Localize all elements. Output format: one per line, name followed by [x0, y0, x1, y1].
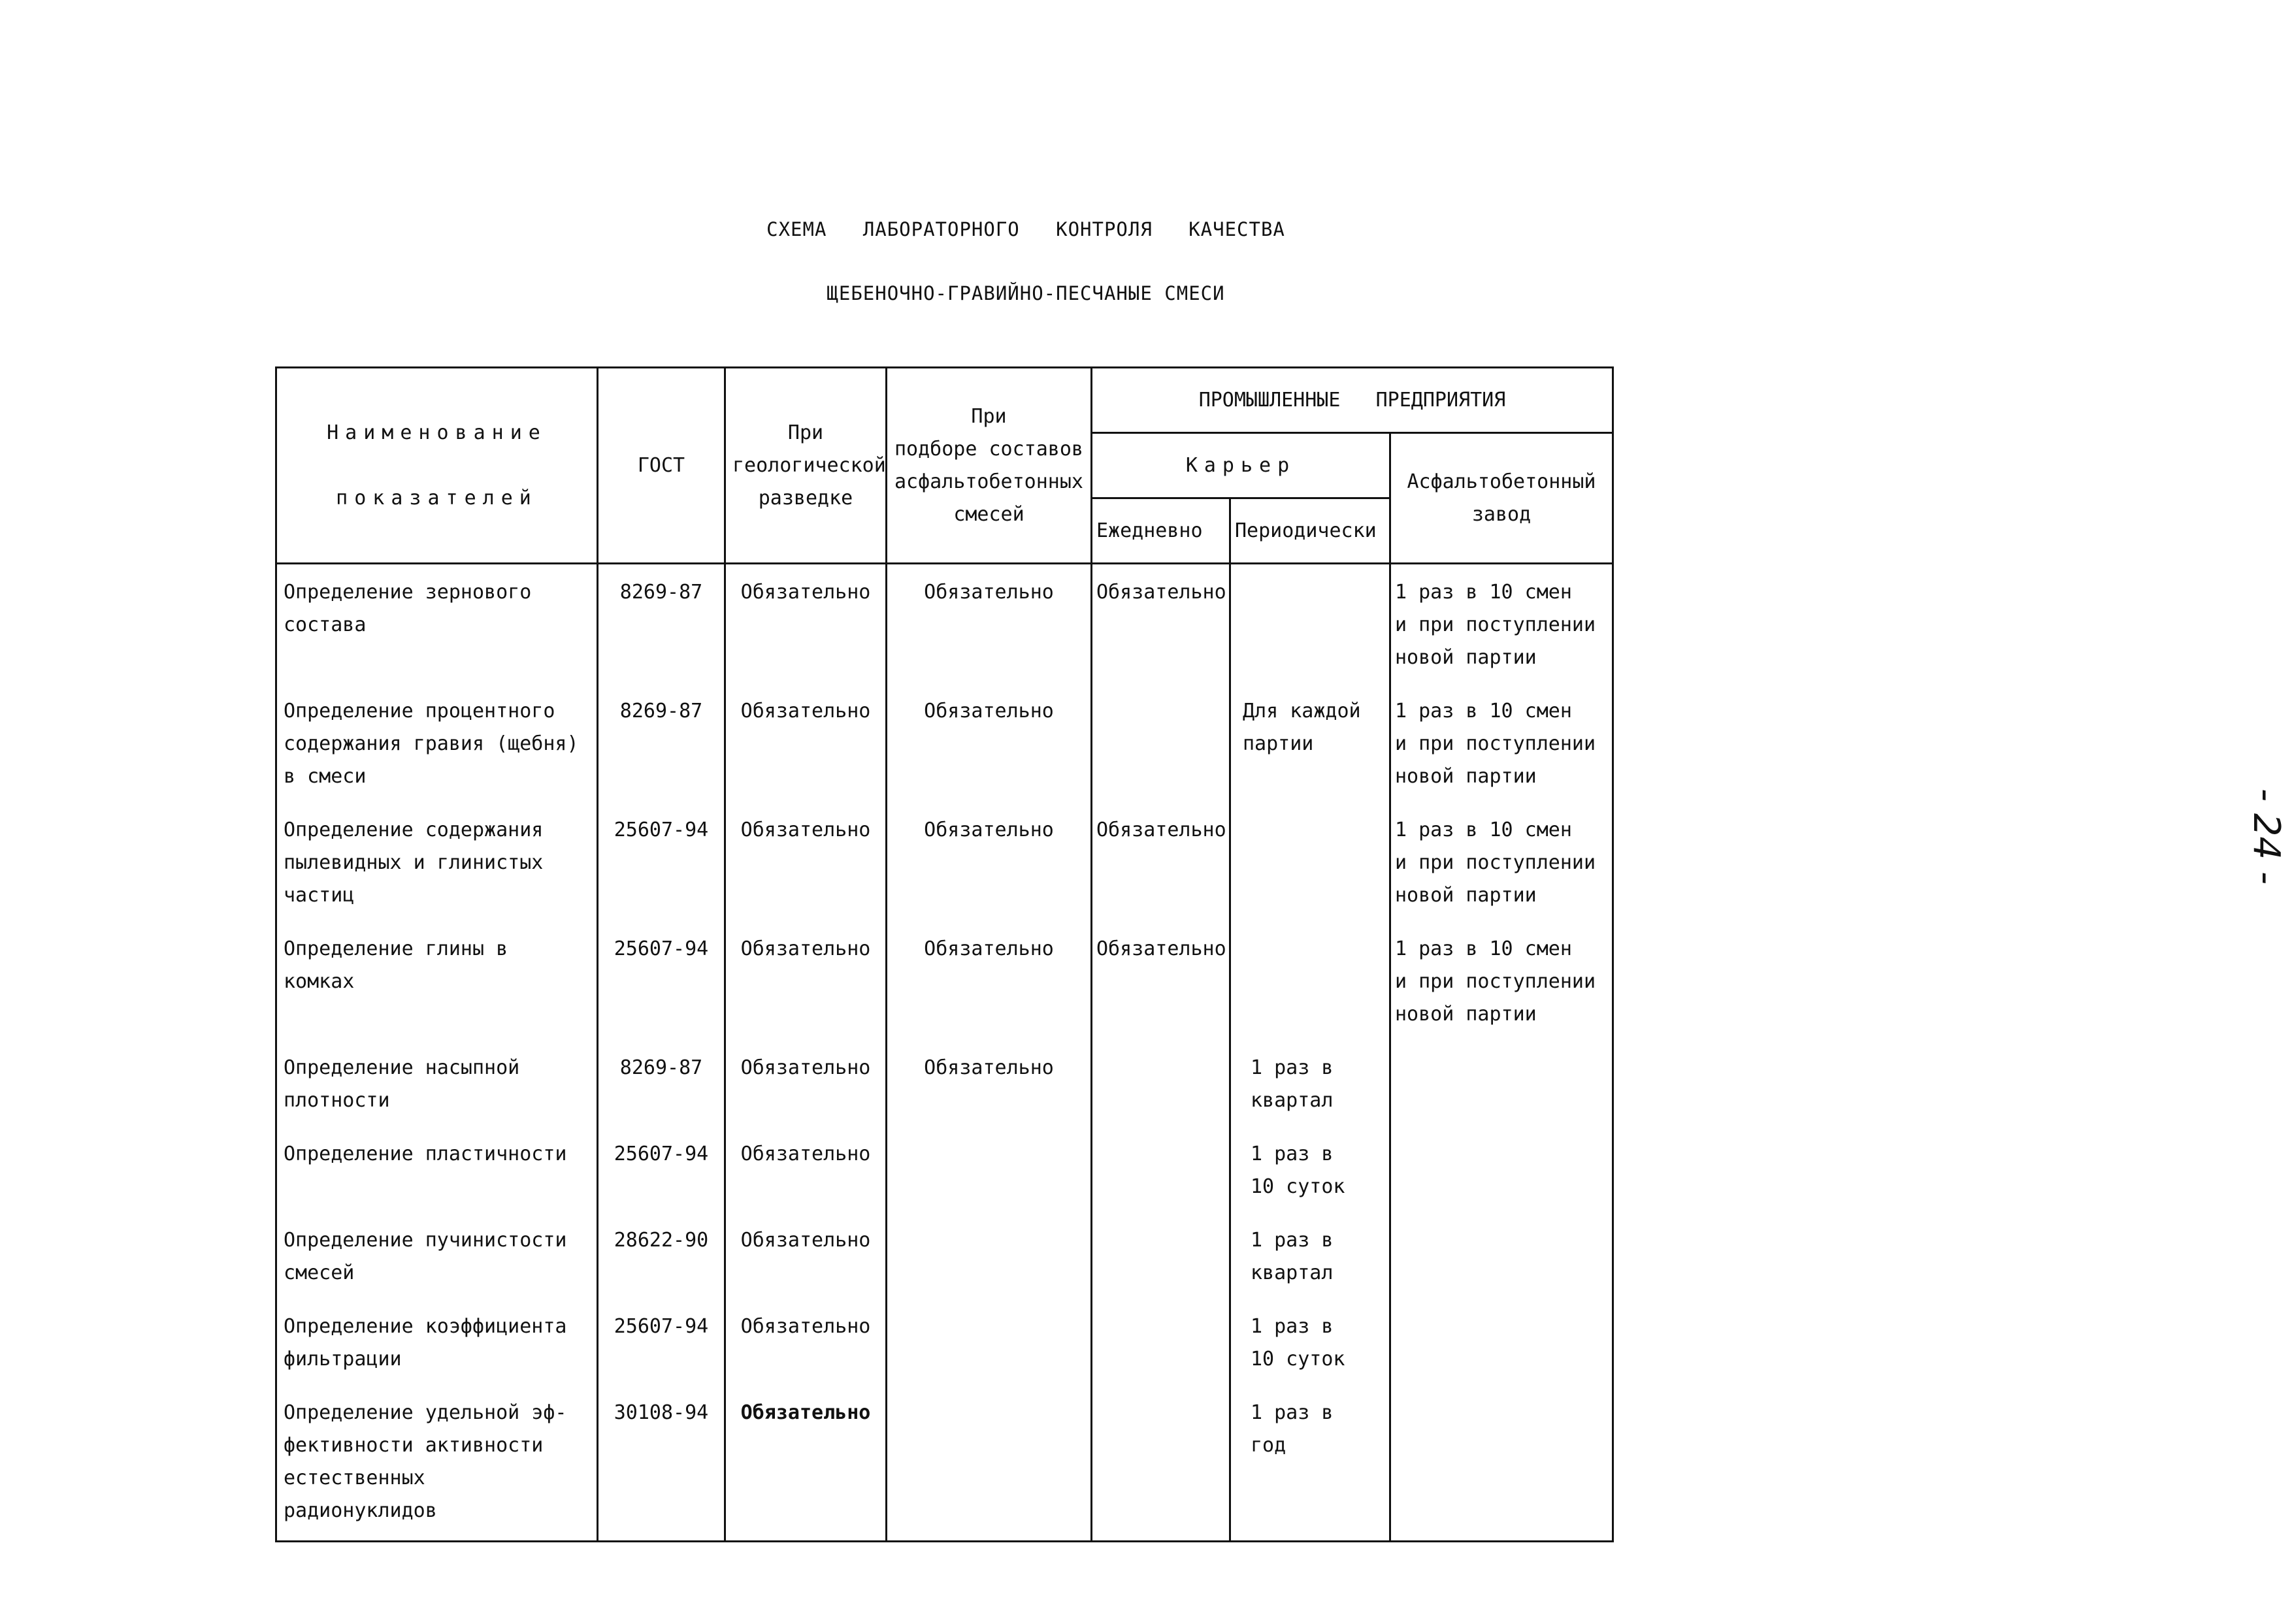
indicator-name: Определение пучинистости смесей: [276, 1214, 598, 1300]
indicator-name: Определение пластичности: [276, 1128, 598, 1214]
gost-value: 25607-94: [598, 1128, 725, 1214]
asphalt-plant-value: 1 раз в 10 смен и при поступлении новой партии: [1390, 804, 1613, 922]
gost-value: 8269-87: [598, 685, 725, 804]
header-name: Наименование показателей: [276, 368, 598, 564]
mix-selection-value: [887, 1386, 1092, 1542]
asphalt-plant-value: [1390, 1214, 1613, 1300]
header-periodic: Периодически: [1230, 498, 1390, 564]
header-daily: Ежедневно: [1092, 498, 1230, 564]
geological-survey-value: Обязательно: [725, 1041, 887, 1128]
mix-selection-value: Обязательно: [887, 804, 1092, 922]
indicator-name: Определение глины в комках: [276, 922, 598, 1041]
periodic-value: 1 раз в год: [1230, 1386, 1390, 1542]
geological-survey-value: Обязательно: [725, 564, 887, 685]
document-title: СХЕМА ЛАБОРАТОРНОГО КОНТРОЛЯ КАЧЕСТВА: [766, 218, 1285, 240]
mix-selection-value: Обязательно: [887, 922, 1092, 1041]
periodic-value: Для каждой партии: [1230, 685, 1390, 804]
geological-survey-value: Обязательно: [725, 1300, 887, 1386]
gost-value: 8269-87: [598, 564, 725, 685]
header-quarry: Карьер: [1092, 433, 1390, 498]
table-row: [276, 1300, 1613, 1386]
periodic-value: [1230, 804, 1390, 922]
indicator-name: Определение содержания пылевидных и глинистых частиц: [276, 804, 598, 922]
periodic-value: 1 раз в квартал: [1230, 1214, 1390, 1300]
mix-selection-value: [887, 1214, 1092, 1300]
mix-selection-value: Обязательно: [887, 564, 1092, 685]
gost-value: 30108-94: [598, 1386, 725, 1542]
daily-value: Обязательно: [1092, 804, 1230, 922]
gost-value: 25607-94: [598, 1300, 725, 1386]
indicator-name: Определение процентного содержания гравия (щебня) в смеси: [276, 685, 598, 804]
asphalt-plant-value: 1 раз в 10 смен и при поступлении новой партии: [1390, 564, 1613, 685]
daily-value: [1092, 1386, 1230, 1542]
daily-value: [1092, 1214, 1230, 1300]
indicator-name: Определение зернового состава: [276, 564, 598, 685]
gost-value: 25607-94: [598, 804, 725, 922]
asphalt-plant-value: [1390, 1041, 1613, 1128]
table-row: [276, 1386, 1613, 1542]
geological-survey-value: Обязательно: [725, 804, 887, 922]
mix-selection-value: Обязательно: [887, 1041, 1092, 1128]
geological-survey-value: Обязательно: [725, 1128, 887, 1214]
periodic-value: 1 раз в 10 суток: [1230, 1300, 1390, 1386]
daily-value: Обязательно: [1092, 922, 1230, 1041]
daily-value: Обязательно: [1092, 564, 1230, 685]
daily-value: [1092, 1300, 1230, 1386]
table-row: [276, 1128, 1613, 1214]
header-asphalt-plant: Асфальтобетонный завод: [1390, 433, 1613, 564]
mix-selection-value: [887, 1300, 1092, 1386]
asphalt-plant-value: [1390, 1386, 1613, 1542]
daily-value: [1092, 1041, 1230, 1128]
header-industrial-enterprises: ПРОМЫШЛЕННЫЕ ПРЕДПРИЯТИЯ: [1092, 368, 1613, 433]
geological-survey-value: Обязательно: [725, 1214, 887, 1300]
asphalt-plant-value: [1390, 1128, 1613, 1214]
page-number: - 24 -: [2245, 788, 2288, 885]
quality-control-table: [275, 366, 1614, 1542]
indicator-name: Определение насыпной плотности: [276, 1041, 598, 1128]
table-row: [276, 804, 1613, 922]
header-mix-selection: При подборе составов асфальтобетонных смесей: [887, 368, 1092, 564]
document-subtitle: ЩЕБЕНОЧНО-ГРАВИЙНО-ПЕСЧАНЫЕ СМЕСИ: [827, 282, 1225, 304]
asphalt-plant-value: 1 раз в 10 смен и при поступлении новой партии: [1390, 685, 1613, 804]
asphalt-plant-value: 1 раз в 10 смен и при поступлении новой партии: [1390, 922, 1613, 1041]
periodic-value: 1 раз в 10 суток: [1230, 1128, 1390, 1214]
geological-survey-value: Обязательно: [725, 922, 887, 1041]
mix-selection-value: [887, 1128, 1092, 1214]
table-row: [276, 1041, 1613, 1128]
daily-value: [1092, 685, 1230, 804]
periodic-value: 1 раз в квартал: [1230, 1041, 1390, 1128]
daily-value: [1092, 1128, 1230, 1214]
periodic-value: [1230, 564, 1390, 685]
mix-selection-value: Обязательно: [887, 685, 1092, 804]
table-row: [276, 564, 1613, 685]
header-geological-survey: При геологической разведке: [725, 368, 887, 564]
indicator-name: Определение коэффициента фильтрации: [276, 1300, 598, 1386]
gost-value: 28622-90: [598, 1214, 725, 1300]
geological-survey-value: Обязательно: [725, 685, 887, 804]
gost-value: 25607-94: [598, 922, 725, 1041]
header-gost: ГОСТ: [598, 368, 725, 564]
gost-value: 8269-87: [598, 1041, 725, 1128]
periodic-value: [1230, 922, 1390, 1041]
asphalt-plant-value: [1390, 1300, 1613, 1386]
geological-survey-value: Обязательно: [725, 1386, 887, 1542]
table-row: [276, 1214, 1613, 1300]
table-row: [276, 922, 1613, 1041]
indicator-name: Определение удельной эф- фективности активности естественных радионуклидов: [276, 1386, 598, 1542]
table-row: [276, 685, 1613, 804]
